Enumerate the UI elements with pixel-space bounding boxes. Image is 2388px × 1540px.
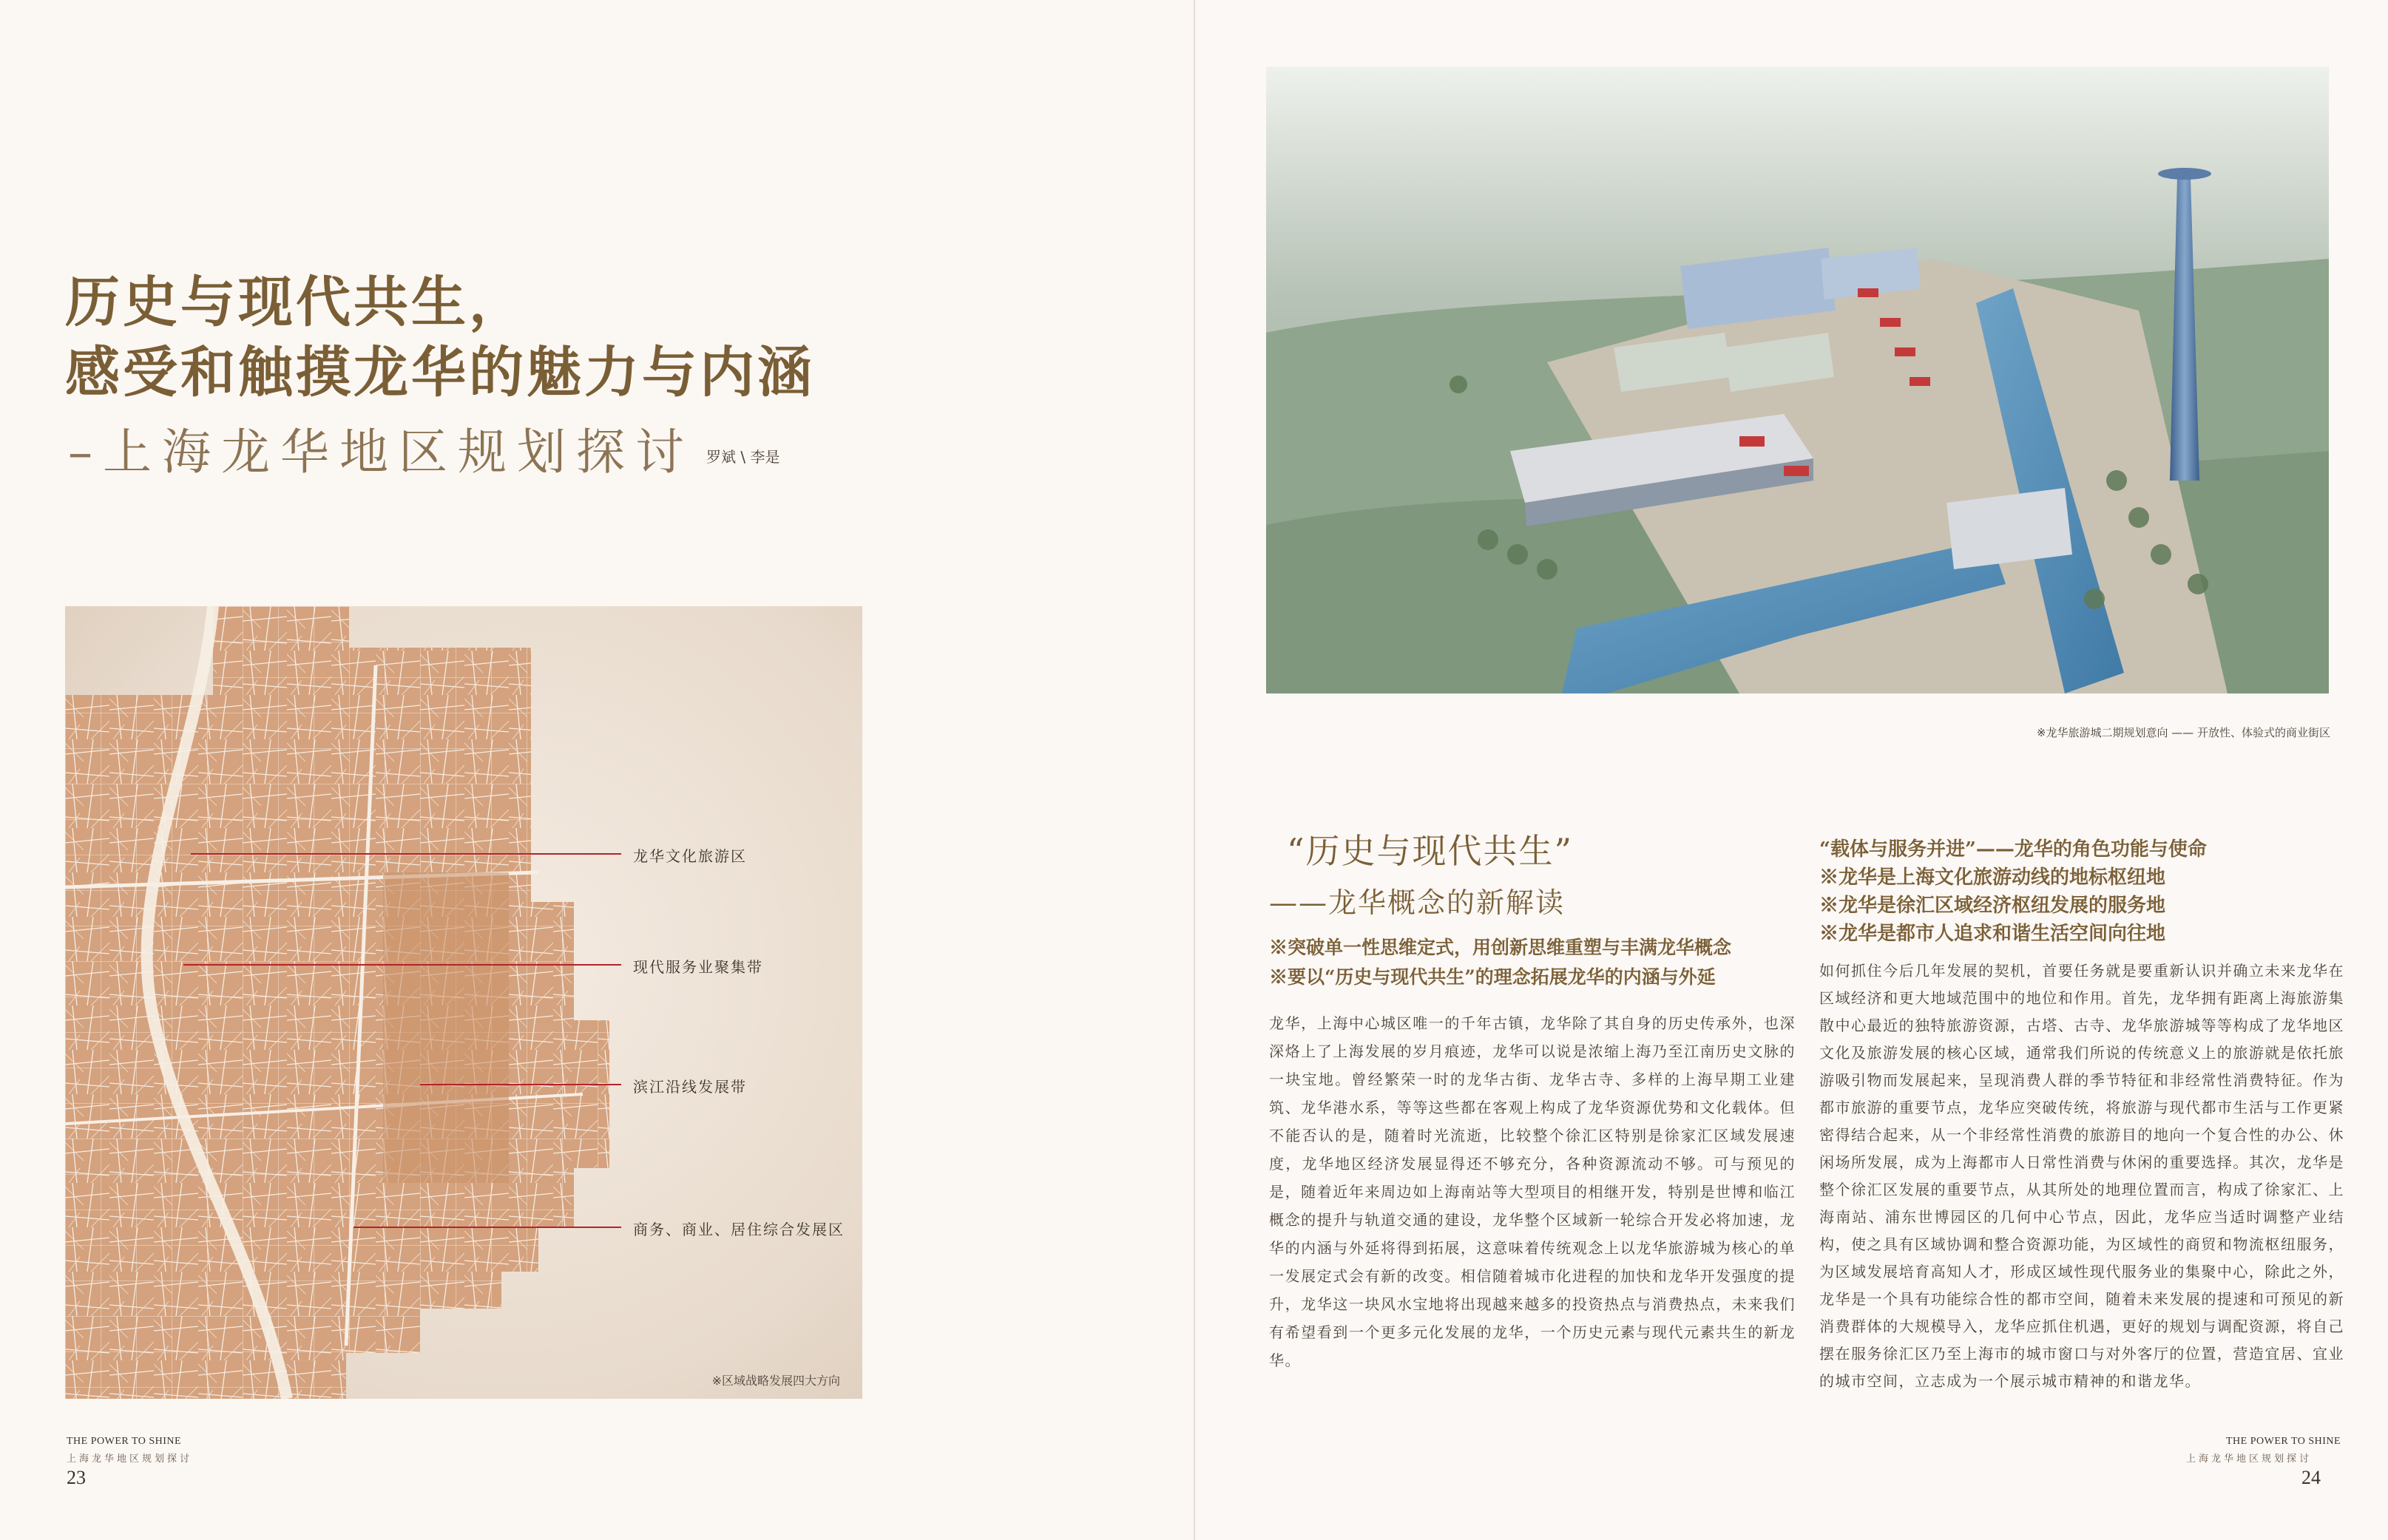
article-bullet-1: ※突破单一性思维定式，用创新思维重塑与丰满龙华概念	[1269, 937, 1732, 958]
footer-title-en: THE POWER TO SHINE	[67, 1436, 182, 1447]
article-bullet-2: ※要以“历史与现代共生”的理念拓展龙华的内涵与外延	[1269, 966, 1716, 988]
subtitle: –上海龙华地区规划探讨	[68, 424, 694, 481]
side-bullet-1: ※龙华是上海文化旅游动线的地标枢纽地	[1819, 866, 2166, 889]
side-bullet-3: ※龙华是都市人追求和谐生活空间向往地	[1819, 923, 2166, 945]
side-heading: “载体与服务并进”——龙华的角色功能与使命	[1819, 838, 2207, 861]
map-region	[65, 606, 609, 1399]
authors: 罗斌 \ 李是	[706, 448, 780, 466]
side-body: 如何抓住今后几年发展的契机，首要任务就是要重新认识并确立未来龙华在区域经济和更大地域范围中的地位和作用。首先，龙华拥有距离上海旅游集散中心最近的独特旅游资源，古塔、古寺、龙华旅游城等等构成了龙华地区文化及旅游发展的核心区域，通常我们所说的传统意义上的旅游就是依托旅游吸引物而发展起来，呈现消费人群的季节特征和非经常性消费特征。作为都市旅游的重要节点，龙华应突破传统，将旅游与现代都市生活与工作更紧密得结合起来，从一个非经常性消费的旅游目的地向一个复合性的办公、休闲场所发展，成为上海都市人日常性消费与休闲的重要选择。其次，龙华是整个徐汇区发展的重要节点，从其所处的地理位置而言，构成了徐家汇、上海南站、浦东世博园区的几何中心节点，因此，龙华应当适时调整产业结构，使之具有区域协调和整合资源功能，为区域性的商贸和物流枢纽服务，为区域发展培育高知人才，形成区域性现代服务业的集聚中心，除此之外，龙华是一个具有功能综合性的都市空间，随着未来发展的提速和可预见的新消费群体的大规模导入，龙华应抓住机遇，更好的规划与调配资源，将自己摆在服务徐汇区乃至上海市的城市窗口与对外客厅的位置，营造宜居、宜业的城市空间，立志成为一个展示城市精神的和谐龙华。	[1819, 962, 2344, 1390]
article-body: 龙华，上海中心城区唯一的千年古镇，龙华除了其自身的历史传承外，也深深烙上了上海发展的岁月痕迹，龙华可以说是浓缩上海乃至江南历史文脉的一块宝地。曾经繁荣一时的龙华古街、龙华古寺、多样的上海早期工业建筑、龙华港水系，等等这些都在客观上构成了龙华资源优势和文化载体。但不能否认的是，随着时光流逝，比较整个徐汇区特别是徐家汇区域发展速度，龙华地区经济发展显得还不够充分，各种资源流动不够。可与预见的是，随着近年来周边如上海南站等大型项目的相继开发，特别是世博和临江概念的提升与轨道交通的建设，龙华整个区域新一轮综合开发必将加速，龙华的内涵与外延将得到拓展，这意味着传统观念上以龙华旅游城为核心的单一发展定式会有新的改变。相信随着城市化进程的加快和龙华开发强度的提升，龙华这一块风水宝地将出现越来越多的投资热点与消费热点，未来我们有希望看到一个更多元化发展的龙华，一个历史元素与现代元素共生的新龙华。	[1269, 1014, 1796, 1369]
footer-title-cn: 上海龙华地区规划探讨	[2186, 1453, 2313, 1465]
map-label-mixed-use: 商务、商业、居住综合发展区	[633, 1221, 845, 1238]
side-bullet-2: ※龙华是徐汇区域经济枢纽发展的服务地	[1819, 895, 2166, 917]
page-number: 24	[2301, 1467, 2321, 1488]
map-label-riverside: 滨江沿线发展带	[633, 1078, 747, 1096]
page-number: 23	[67, 1467, 86, 1488]
map-caption: ※区域战略发展四大方向	[711, 1374, 840, 1388]
district-map	[65, 606, 862, 1399]
map-graphic	[65, 606, 862, 1399]
article-heading: “历史与现代共生”	[1287, 831, 1574, 871]
architectural-rendering	[1266, 67, 2329, 693]
map-label-services: 现代服务业聚集带	[633, 958, 763, 976]
right-page	[1195, 0, 2388, 1540]
title-line-1: 历史与现代共生，	[65, 271, 527, 334]
rendering-caption: ※龙华旅游城二期规划意向 —— 开放性、体验式的商业街区	[2036, 726, 2330, 739]
article-subheading: ——龙华概念的新解读	[1269, 886, 1566, 919]
map-label-tourism: 龙华文化旅游区	[633, 847, 747, 865]
footer-title-en: THE POWER TO SHINE	[2226, 1436, 2341, 1447]
footer-title-cn: 上海龙华地区规划探讨	[67, 1453, 193, 1465]
rendering-graphic	[1266, 67, 2329, 693]
title-line-2: 感受和触摸龙华的魅力与内涵	[65, 341, 815, 404]
